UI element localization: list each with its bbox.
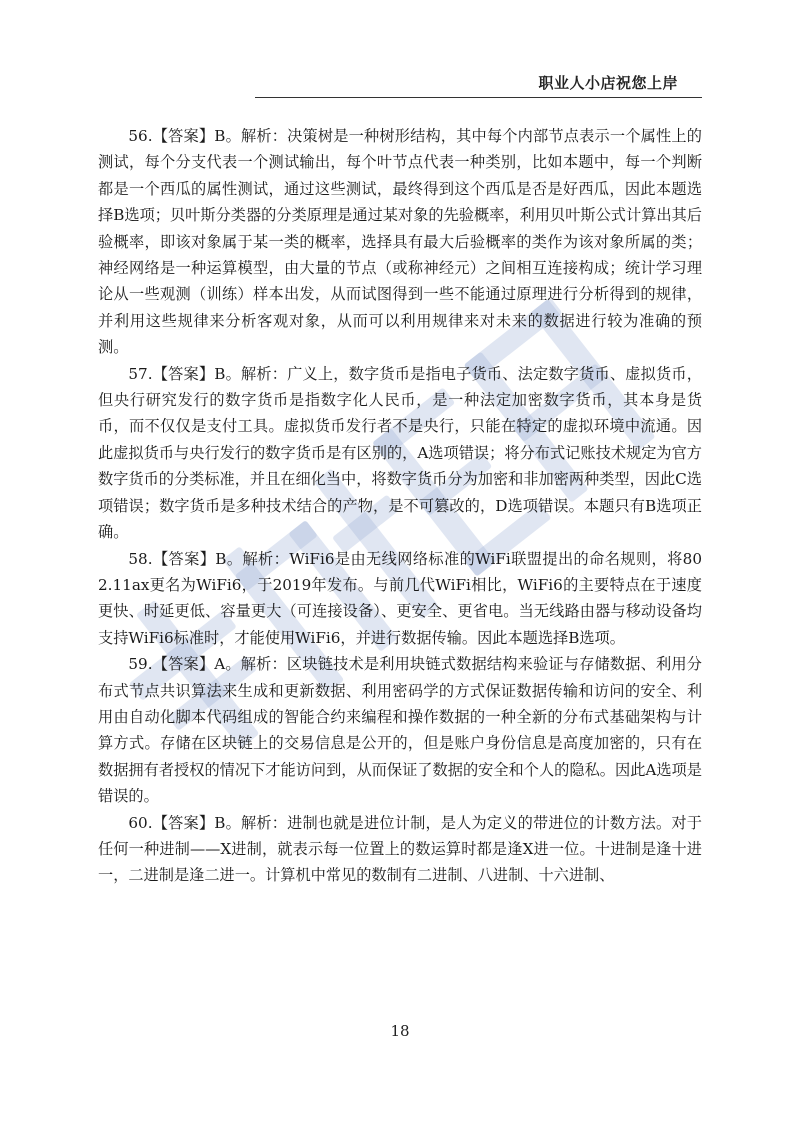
answer-56-paragraph: 56.【答案】B。解析：决策树是一种树形结构，其中每个内部节点表示一个属性上的测试，每个分支代表一个测试输出，每个叶节点代表一种类别，比如本题中，每一个判断都是一个西瓜的属性测试，通过这些测试，最终得到这个西瓜是否是好西瓜，因此本题选择B选项；贝叶斯分类器的分类原理是通过某对象的先验概率，利用贝叶斯公式计算出其后验概率，即该对象属于某一类的概率，选择具有最大后验概率的类作为该对象所属的类；神经网络是一种运算模型，由大量的节点（或称神经元）之间相互连接构成；统计学习理论从一些观测（训练）样本出发，从而试图得到一些不能通过原理进行分析得到的规律，并利用这些规律来分析客观对象，从而可以利用规律来对未来的数据进行较为准确的预测。: [98, 127, 702, 357]
page-header: [0, 0, 800, 100]
answer-60-paragraph: 60.【答案】B。解析：进制也就是进位计制，是人为定义的带进位的计数方法。对于任何一种进制——X进制，就表示每一位置上的数运算时都是逢X进一位。十进制是逢十进一，二进制是逢二进一。计算机中常见的数制有二进制、八进制、十六进制、: [98, 813, 702, 885]
answer-explanations: [98, 123, 702, 889]
page-number: 18: [390, 1022, 410, 1040]
header-divider: [255, 97, 702, 98]
header-title: 职业人小店祝您上岸: [538, 74, 678, 92]
answer-57-paragraph: 57.【答案】B。解析：广义上，数字货币是指电子货币、法定数字货币、虚拟货币，但央行研究发行的数字货币是指数字化人民币，是一种法定加密数字货币，其本身是货币，而不仅仅是支付工具。虚拟货币发行者不是央行，只能在特定的虚拟环境中流通。因此虚拟货币与央行发行的数字货币是有区别的，A选项错误；将分布式记账技术规定为官方数字货币的分类标准，并且在细化当中，将数字货币分为加密和非加密两种类型，因此C选项错误；数字货币是多种技术结合的产物，是不可篡改的，D选项错误。本题只有B选项正确。: [98, 364, 702, 542]
answer-58-paragraph: 58.【答案】B。解析：WiFi6是由无线网络标准的WiFi联盟提出的命名规则，将802.11ax更名为WiFi6，于2019年发布。与前几代WiFi相比，WiFi6的主要特点在于速度更快、时延更低、容量更大（可连接设备）、更安全、更省电。当无线路由器与移动设备均支持WiFi6标准时，才能使用WiFi6，并进行数据传输。因此本题选择B选项。: [98, 549, 702, 647]
answer-59-paragraph: 59.【答案】A。解析：区块链技术是利用块链式数据结构来验证与存储数据、利用分布式节点共识算法来生成和更新数据、利用密码学的方式保证数据传输和访问的安全、利用由自动化脚本代码组成的智能合约来编程和操作数据的一种全新的分布式基础架构与计算方式。存储在区块链上的交易信息是公开的，但是账户身份信息是高度加密的，只有在数据拥有者授权的情况下才能访问到，从而保证了数据的安全和个人的隐私。因此A选项是错误的。: [98, 655, 702, 806]
